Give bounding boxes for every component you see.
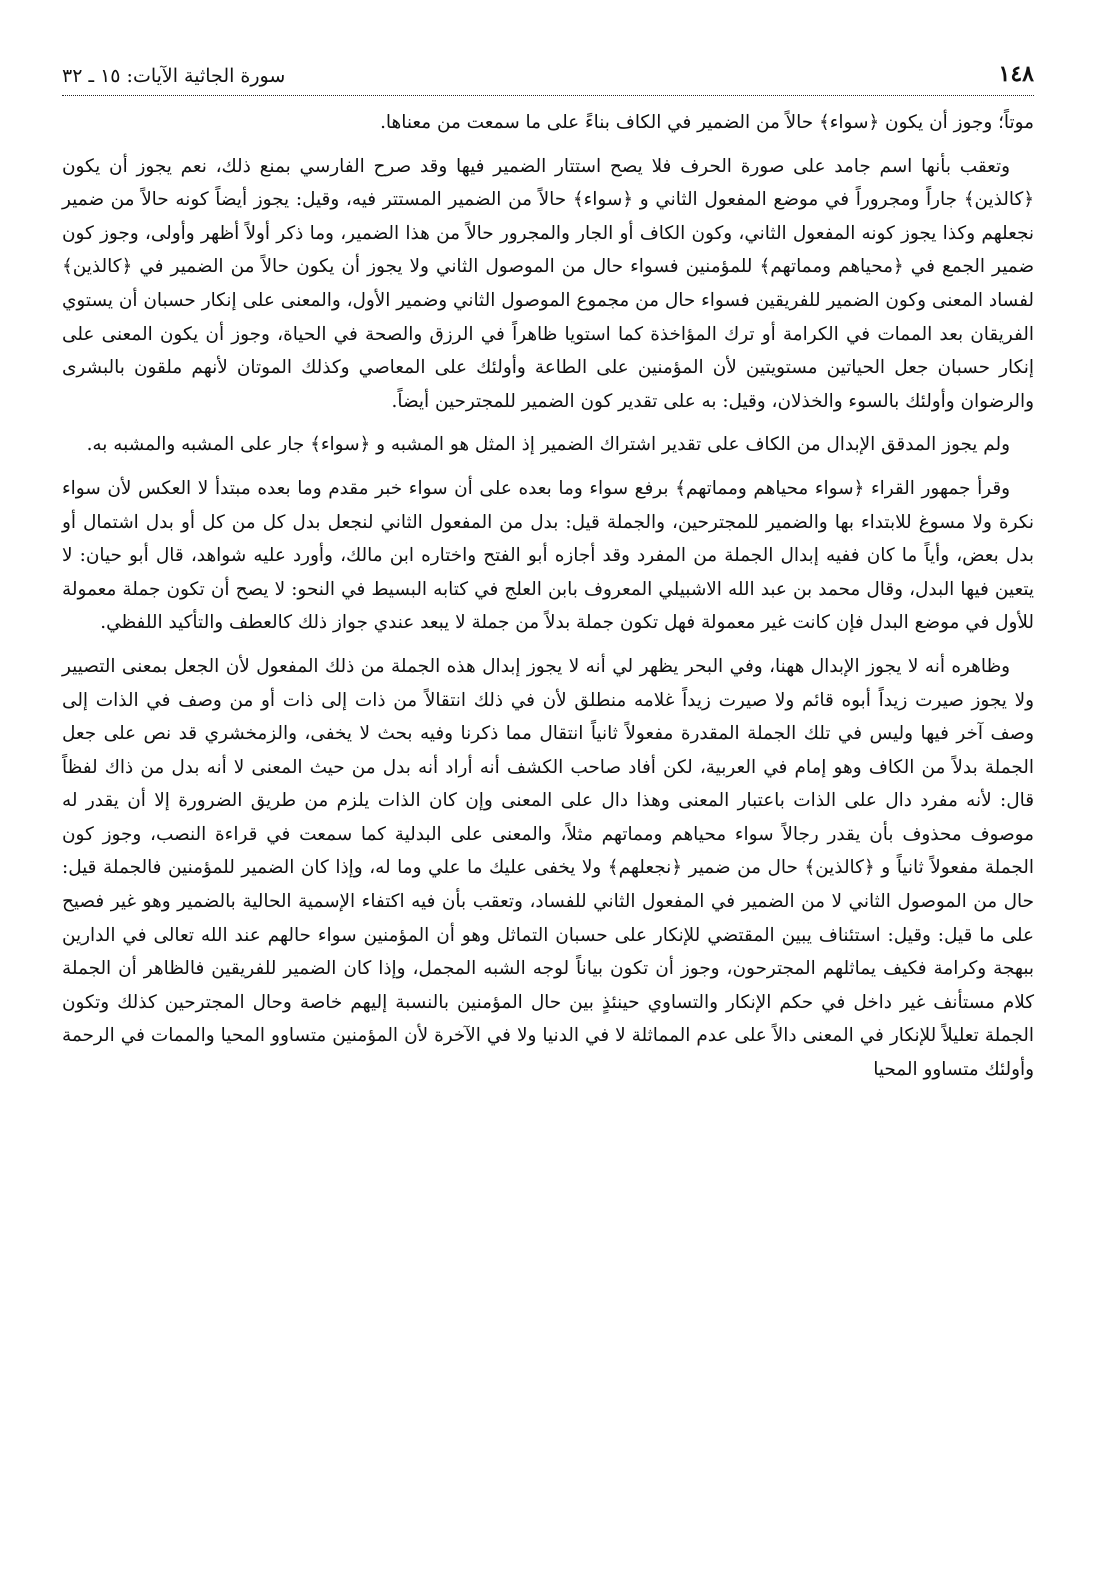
page-header xyxy=(62,62,1034,96)
running-title: سورة الجاثية الآيات: ١٥ ـ ٣٢ xyxy=(62,65,286,87)
paragraph: وقرأ جمهور القراء ﴿سواء محياهم ومماتهم﴾ برفع سواء وما بعده على أن سواء خبر مقدم وما بعده مبتدأ لا العكس لأن سواء نكرة ولا مسوغ للابتداء بها والضمير للمجترحين، والجملة قيل: بدل من المفعول الثاني لنجعل بدل كل من كل أو بدل اشتمال أو بدل بعض، وأياً ما كان ففيه إبدال الجملة من المفرد وقد أجازه أبو الفتح واختاره ابن مالك، وأورد عليه شواهد، قال أبو حيان: لا يتعين فيها البدل، وقال محمد بن عبد الله الاشبيلي المعروف بابن العلج في كتابه البسيط في النحو: لا يصح أن تكون جملة معمولة للأول في موضع البدل فإن كانت غير معمولة فهل تكون جملة بدلاً من جملة لا يبعد عندي جواز ذلك كالعطف والتأكيد اللفظي. xyxy=(62,477,1034,634)
page-number: ١٤٨ xyxy=(998,61,1034,87)
paragraph: وتعقب بأنها اسم جامد على صورة الحرف فلا يصح استتار الضمير فيها وقد صرح الفارسي بمنع ذلك، نعم يجوز أن يكون ﴿كالذين﴾ جاراً ومجروراً في موضع المفعول الثاني و ﴿سواء﴾ حالاً من الضمير المستتر فيه، وقيل: يجوز أيضاً كونه حالاً من ضمير نجعلهم وكذا يجوز كونه المفعول الثاني، وكون الكاف أو الجار والمجرور حالاً من هذا الضمير، وما ذكر أولاً أظهر وأولى، وجوز كون ضمير الجمع في ﴿محياهم ومماتهم﴾ للمؤمنين فسواء حال من الموصول الثاني ولا يجوز أن يكون حالاً من الضمير في ﴿كالذين﴾ لفساد المعنى وكون الضمير للفريقين فسواء حال من مجموع الموصول الثاني وضمير الأول، والمعنى على إنكار حسبان أن يستوي الفريقان بعد الممات في الكرامة أو ترك المؤاخذة كما استويا ظاهراً في الرزق والصحة في الحياة، وجوز أن يكون المعنى على إنكار حسبان جعل الحياتين مستويتين لأن المؤمنين على الطاعة وأولئك على المعاصي وكذلك الموتان لأنهم ملقون بالبشرى والرضوان وأولئك بالسوء والخذلان، وقيل: به على تقدير كون الضمير للمجترحين أيضاً. xyxy=(62,155,1034,412)
paragraph: وظاهره أنه لا يجوز الإبدال ههنا، وفي البحر يظهر لي أنه لا يجوز إبدال هذه الجملة من ذلك المفعول لأن الجعل بمعنى التصيير ولا يجوز صيرت زيداً أبوه قائم ولا صيرت زيداً غلامه منطلق لأن في ذلك انتقالاً من ذات إلى ذات أو من وصف في الذات إلى وصف آخر فيها وليس في تلك الجملة المقدرة مفعولاً ثانياً انتقال مما ذكرنا وفيه بحث لا يخفى، والزمخشري قد نص على جعل الجملة بدلاً من الكاف وهو إمام في العربية، لكن أفاد صاحب الكشف أنه أراد أنه بدل من حيث المعنى لا أنه بدل من ذاك لفظاً قال: لأنه مفرد دال على الذات باعتبار المعنى وهذا دال على المعنى وإن كان الذات يلزم من طريق الضرورة إلا أن يقدر له موصوف محذوف بأن يقدر رجالاً سواء محياهم ومماتهم مثلاً، والمعنى على البدلية كما سمعت في قراءة النصب، وجوز كون الجملة مفعولاً ثانياً و ﴿كالذين﴾ حال من ضمير ﴿نجعلهم﴾ ولا يخفى عليك ما علي وما له، وإذا كان الضمير للمؤمنين فالجملة قيل: حال من الموصول الثاني لا من الضمير في المفعول الثاني للفساد، وتعقب بأن فيه اكتفاء الإسمية الحالية بالضمير وهو غير فصيح على ما قيل: وقيل: استئناف يبين المقتضي للإنكار على حسبان التماثل وهو أن المؤمنين سواء حالهم عند الله تعالى في الدارين ببهجة وكرامة فكيف يماثلهم المجترحون، وجوز أن تكون بياناً لوجه الشبه المجمل، وإذا كان الضمير للفريقين فالظاهر أن الجملة كلام مستأنف غير داخل في حكم الإنكار والتساوي حينئذٍ بين حال المؤمنين بالنسبة إليهم خاصة وحال المجترحين كذلك وتكون الجملة تعليلاً للإنكار في المعنى دالاً على عدم المماثلة لا في الدنيا ولا في الآخرة لأن المؤمنين متساوو المحيا والممات في الرحمة وأولئك متساوو المحيا xyxy=(62,655,1034,1081)
page-body xyxy=(62,106,1034,1087)
paragraph: ولم يجوز المدقق الإبدال من الكاف على تقدير اشتراك الضمير إذ المثل هو المشبه و ﴿سواء﴾ جار على المشبه والمشبه به. xyxy=(86,434,1010,456)
paragraph: موتاً؛ وجوز أن يكون ﴿سواء﴾ حالاً من الضمير في الكاف بناءً على ما سمعت من معناها. xyxy=(380,112,1034,133)
